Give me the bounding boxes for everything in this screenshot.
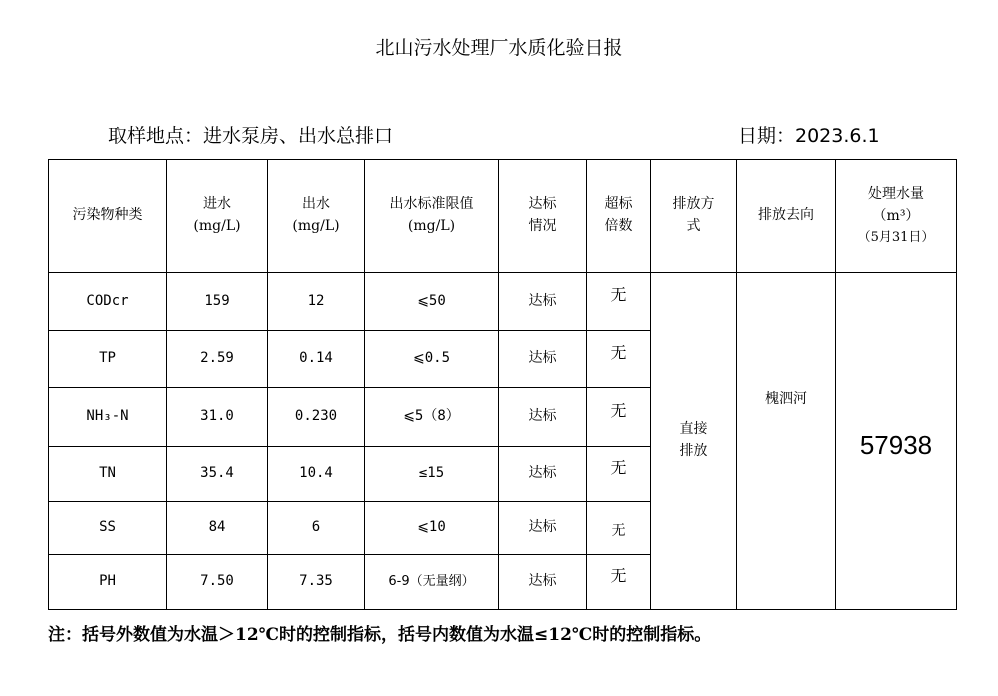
treated-volume-value: 57938	[859, 429, 933, 460]
header-treated-volume	[836, 160, 957, 273]
limit-cell: 6-9（无量纲）	[365, 555, 499, 610]
exceed-cell	[587, 388, 651, 447]
inflow-cell: 159	[167, 273, 268, 331]
table-header-row	[49, 160, 957, 273]
header-discharge-method	[651, 160, 737, 273]
header-outflow-text: 出水	[302, 196, 330, 213]
treated-volume-cell	[836, 273, 957, 610]
exceed-cell	[587, 555, 651, 610]
pollutant-cell: TP	[49, 331, 167, 388]
header-discharge-destination-text: 排放去向	[758, 207, 814, 224]
header-pollutant-type	[49, 160, 167, 273]
report-title: 北山污水处理厂水质化验日报	[375, 37, 623, 59]
header-treated-volume-text: 处理水量	[868, 186, 924, 203]
header-exceed-multiple	[587, 160, 651, 273]
status-cell: 达标	[499, 273, 587, 331]
limit-cell: ⩽10	[365, 502, 499, 555]
exceed-value: 无	[610, 285, 627, 305]
header-compliance	[499, 160, 587, 273]
discharge-destination-value: 槐泗河	[765, 391, 807, 407]
limit-cell: ⩽0.5	[365, 331, 499, 388]
header-discharge-method-line2: 式	[686, 218, 701, 234]
header-treated-volume-date: （5月31日）	[857, 229, 935, 245]
exceed-value: 无	[610, 457, 627, 477]
status-cell: 达标	[499, 388, 587, 447]
exceed-value: 无	[610, 565, 627, 585]
discharge-method-line2: 排放	[679, 443, 708, 459]
footnote: 注：括号外数值为水温＞12℃时的控制指标，括号内数值为水温≤12℃时的控制指标。	[48, 625, 712, 645]
outflow-cell: 0.14	[268, 331, 365, 388]
inflow-cell: 31.0	[167, 388, 268, 447]
inflow-cell: 2.59	[167, 331, 268, 388]
header-standard-limit-text: 出水标准限值	[389, 196, 474, 213]
limit-cell: ⩽5（8）	[365, 388, 499, 447]
exceed-value: 无	[611, 523, 626, 540]
header-outflow	[268, 160, 365, 273]
status-cell: 达标	[499, 331, 587, 388]
header-inflow-unit: (mg/L)	[193, 218, 241, 234]
exceed-cell	[587, 502, 651, 555]
water-quality-table	[48, 159, 957, 610]
header-treated-volume-unit: （m³）	[872, 207, 920, 224]
pollutant-cell: CODcr	[49, 273, 167, 331]
inflow-cell: 7.50	[167, 555, 268, 610]
exceed-value: 无	[610, 400, 627, 420]
outflow-cell: 7.35	[268, 555, 365, 610]
discharge-method-cell	[651, 273, 737, 610]
status-cell: 达标	[499, 502, 587, 555]
exceed-value: 无	[610, 342, 627, 362]
status-cell: 达标	[499, 555, 587, 610]
outflow-cell: 0.230	[268, 388, 365, 447]
outflow-cell: 6	[268, 502, 365, 555]
discharge-destination-cell	[737, 273, 836, 610]
header-standard-unit: (mg/L)	[407, 218, 456, 234]
exceed-cell	[587, 331, 651, 388]
pollutant-cell: SS	[49, 502, 167, 555]
report-date: 日期：2023.6.1	[738, 125, 880, 147]
header-inflow-text: 进水	[203, 196, 231, 213]
inflow-cell: 35.4	[167, 447, 268, 502]
limit-cell: ⩽50	[365, 273, 499, 331]
exceed-cell	[587, 447, 651, 502]
pollutant-cell: TN	[49, 447, 167, 502]
table-row	[49, 273, 957, 331]
header-standard-limit	[365, 160, 499, 273]
header-inflow	[167, 160, 268, 273]
discharge-method-line1: 直接	[679, 421, 708, 438]
outflow-cell: 12	[268, 273, 365, 331]
header-compliance-line1: 达标	[528, 196, 557, 213]
pollutant-cell: PH	[49, 555, 167, 610]
header-exceed-line1: 超标	[604, 196, 633, 213]
header-outflow-unit: (mg/L)	[292, 218, 340, 234]
outflow-cell: 10.4	[268, 447, 365, 502]
header-compliance-line2: 情况	[528, 218, 557, 234]
limit-cell: ≤15	[365, 447, 499, 502]
header-pollutant-type-text: 污染物种类	[72, 207, 143, 224]
header-exceed-line2: 倍数	[604, 218, 633, 234]
status-cell: 达标	[499, 447, 587, 502]
header-discharge-method-line1: 排放方	[672, 196, 715, 213]
sampling-location: 取样地点：进水泵房、出水总排口	[108, 125, 394, 147]
inflow-cell: 84	[167, 502, 268, 555]
header-discharge-destination	[737, 160, 836, 273]
pollutant-cell: NH₃-N	[49, 388, 167, 447]
exceed-cell	[587, 273, 651, 331]
